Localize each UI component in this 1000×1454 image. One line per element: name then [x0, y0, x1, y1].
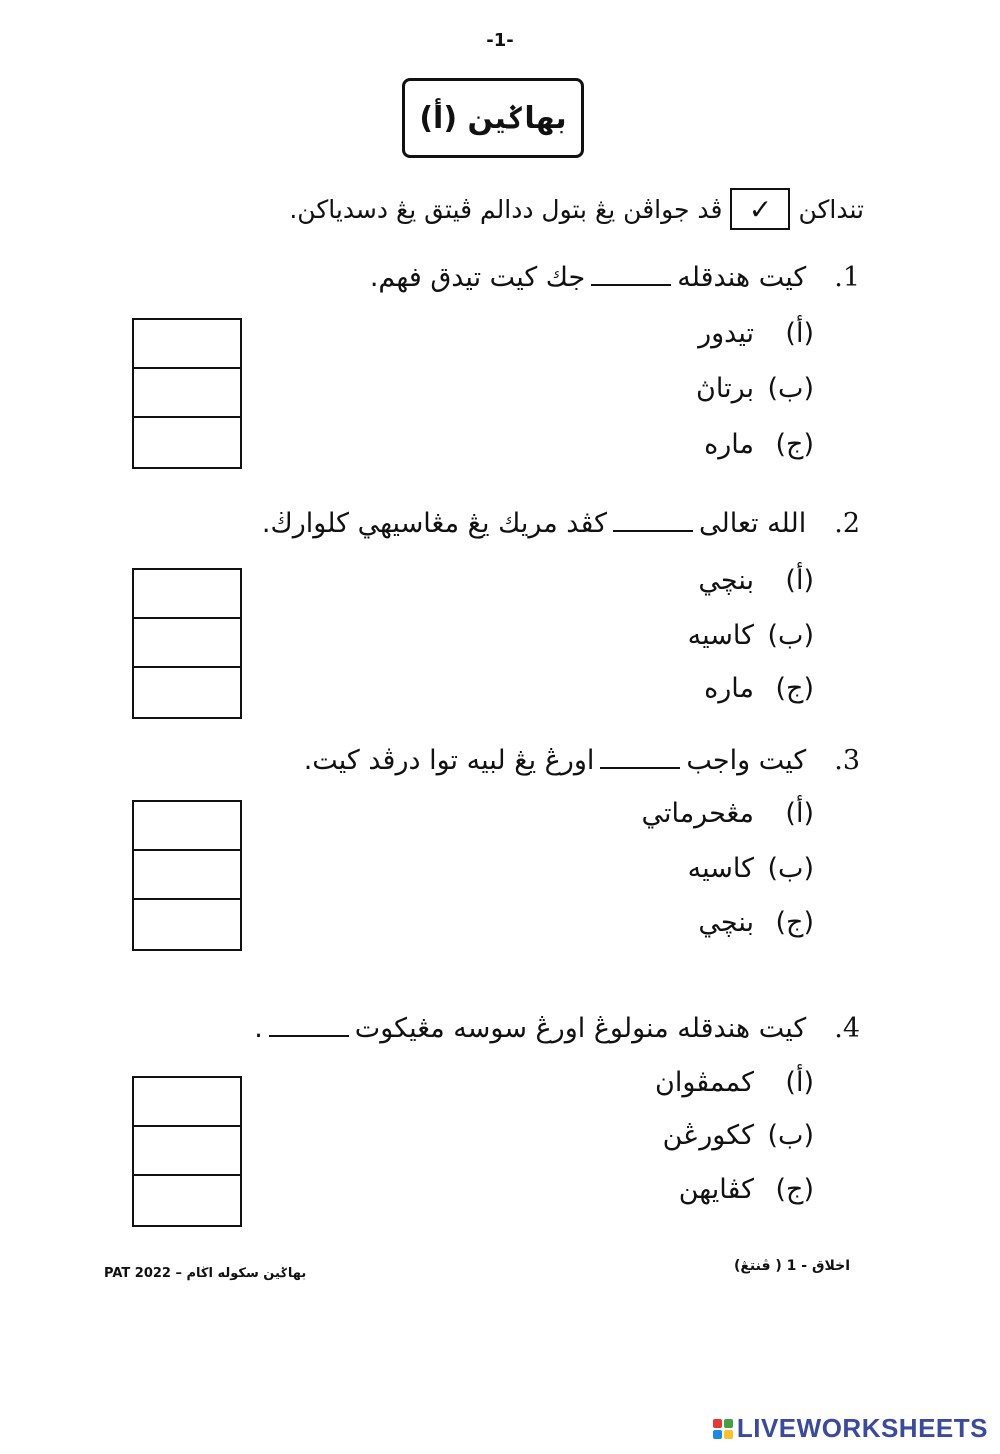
option-text: ماره — [704, 673, 754, 704]
page-number: -1- — [486, 30, 514, 51]
question-3 — [304, 745, 860, 776]
question-number: 3. — [834, 745, 860, 776]
option-text: تيدور — [698, 318, 754, 349]
answer-box-a[interactable] — [134, 570, 240, 619]
answer-boxes-q3 — [132, 800, 242, 951]
option-text: ماره — [704, 429, 754, 460]
option-text: بنچي — [698, 907, 754, 938]
option-label: (ج) — [775, 907, 814, 938]
option-label: (ب) — [767, 1120, 814, 1151]
option-c — [698, 907, 814, 938]
option-b — [688, 853, 814, 884]
answer-blank — [600, 766, 680, 769]
question-1 — [370, 262, 860, 293]
answer-box-b[interactable] — [134, 369, 240, 418]
answer-box-b[interactable] — [134, 851, 240, 900]
answer-blank — [591, 283, 671, 286]
option-a — [698, 565, 814, 596]
option-text: بنچي — [698, 565, 754, 596]
answer-box-c[interactable] — [134, 668, 240, 717]
question-stem-after: جك كيت تيدق فهم. — [369, 262, 586, 293]
answer-boxes-q4 — [132, 1076, 242, 1227]
option-label: (أ) — [785, 798, 814, 829]
option-text: كاسيه — [687, 853, 754, 884]
footer-right: اخلاق - 1 ( ڤنتڠ) — [733, 1258, 850, 1274]
answer-blank — [269, 1034, 349, 1037]
question-stem-before: كيت هندقله منولوڠ اورڠ سوسه مڠيكوت — [354, 1013, 807, 1044]
question-stem-after: كڤد مريك يڠ مڠاسيهي كلوارڬ. — [261, 508, 607, 539]
option-label: (ب) — [767, 620, 814, 651]
footer-left: بهاݢين سكوله اڬام – PAT 2022 — [104, 1266, 307, 1281]
option-text: برتاڽ — [696, 373, 754, 404]
answer-box-c[interactable] — [134, 900, 240, 949]
question-4 — [254, 1013, 860, 1044]
option-label: (ج) — [775, 673, 814, 704]
option-text: كممڤوان — [654, 1067, 754, 1098]
answer-box-c[interactable] — [134, 418, 240, 467]
instruction-after: ڤد جواڤن يڠ بتول ددالم ڤيتق يڠ دسدياكن. — [289, 194, 723, 224]
option-b — [663, 1120, 814, 1151]
answer-box-a[interactable] — [134, 320, 240, 369]
option-text: ككورڠن — [662, 1120, 754, 1151]
question-number: 2. — [834, 508, 860, 539]
option-label: (ب) — [767, 373, 814, 404]
option-label: (ج) — [775, 429, 814, 460]
option-a — [698, 318, 814, 349]
instruction-before: تنداكن — [798, 194, 864, 224]
answer-blank — [613, 529, 693, 532]
liveworksheets-icon — [713, 1419, 733, 1439]
answer-box-b[interactable] — [134, 1127, 240, 1176]
question-stem-after: اورڠ يڠ لبيه توا درڤد كيت. — [303, 745, 595, 776]
answer-boxes-q2 — [132, 568, 242, 719]
option-b — [688, 620, 814, 651]
answer-box-b[interactable] — [134, 619, 240, 668]
option-c — [704, 673, 814, 704]
liveworksheets-logo[interactable] — [713, 1413, 988, 1444]
option-c — [679, 1174, 814, 1205]
option-b — [696, 373, 814, 404]
question-stem-after: . — [254, 1013, 263, 1044]
option-text: مڠحرماتي — [641, 798, 754, 829]
option-label: (ج) — [775, 1174, 814, 1205]
option-label: (أ) — [785, 1067, 814, 1098]
question-2 — [262, 508, 860, 539]
brand-name: LIVEWORKSHEETS — [736, 1413, 988, 1443]
option-a — [655, 1067, 814, 1098]
option-c — [704, 429, 814, 460]
option-label: (أ) — [785, 318, 814, 349]
option-label: (أ) — [785, 565, 814, 596]
answer-box-a[interactable] — [134, 1078, 240, 1127]
question-number: 1. — [834, 262, 860, 293]
option-text: كاسيه — [687, 620, 754, 651]
question-number: 4. — [834, 1013, 860, 1044]
section-title: بهاݢين (أ) — [402, 78, 584, 158]
option-text: كڤايهن — [678, 1174, 754, 1205]
check-mark-icon: ✓ — [730, 188, 790, 230]
answer-box-c[interactable] — [134, 1176, 240, 1225]
instruction — [289, 188, 864, 230]
question-stem-before: كيت هندقله — [677, 262, 807, 293]
answer-box-a[interactable] — [134, 802, 240, 851]
question-stem-before: كيت واجب — [686, 745, 807, 776]
answer-boxes-q1 — [132, 318, 242, 469]
option-a — [641, 798, 814, 829]
option-label: (ب) — [767, 853, 814, 884]
question-stem-before: الله تعالى — [698, 508, 807, 539]
